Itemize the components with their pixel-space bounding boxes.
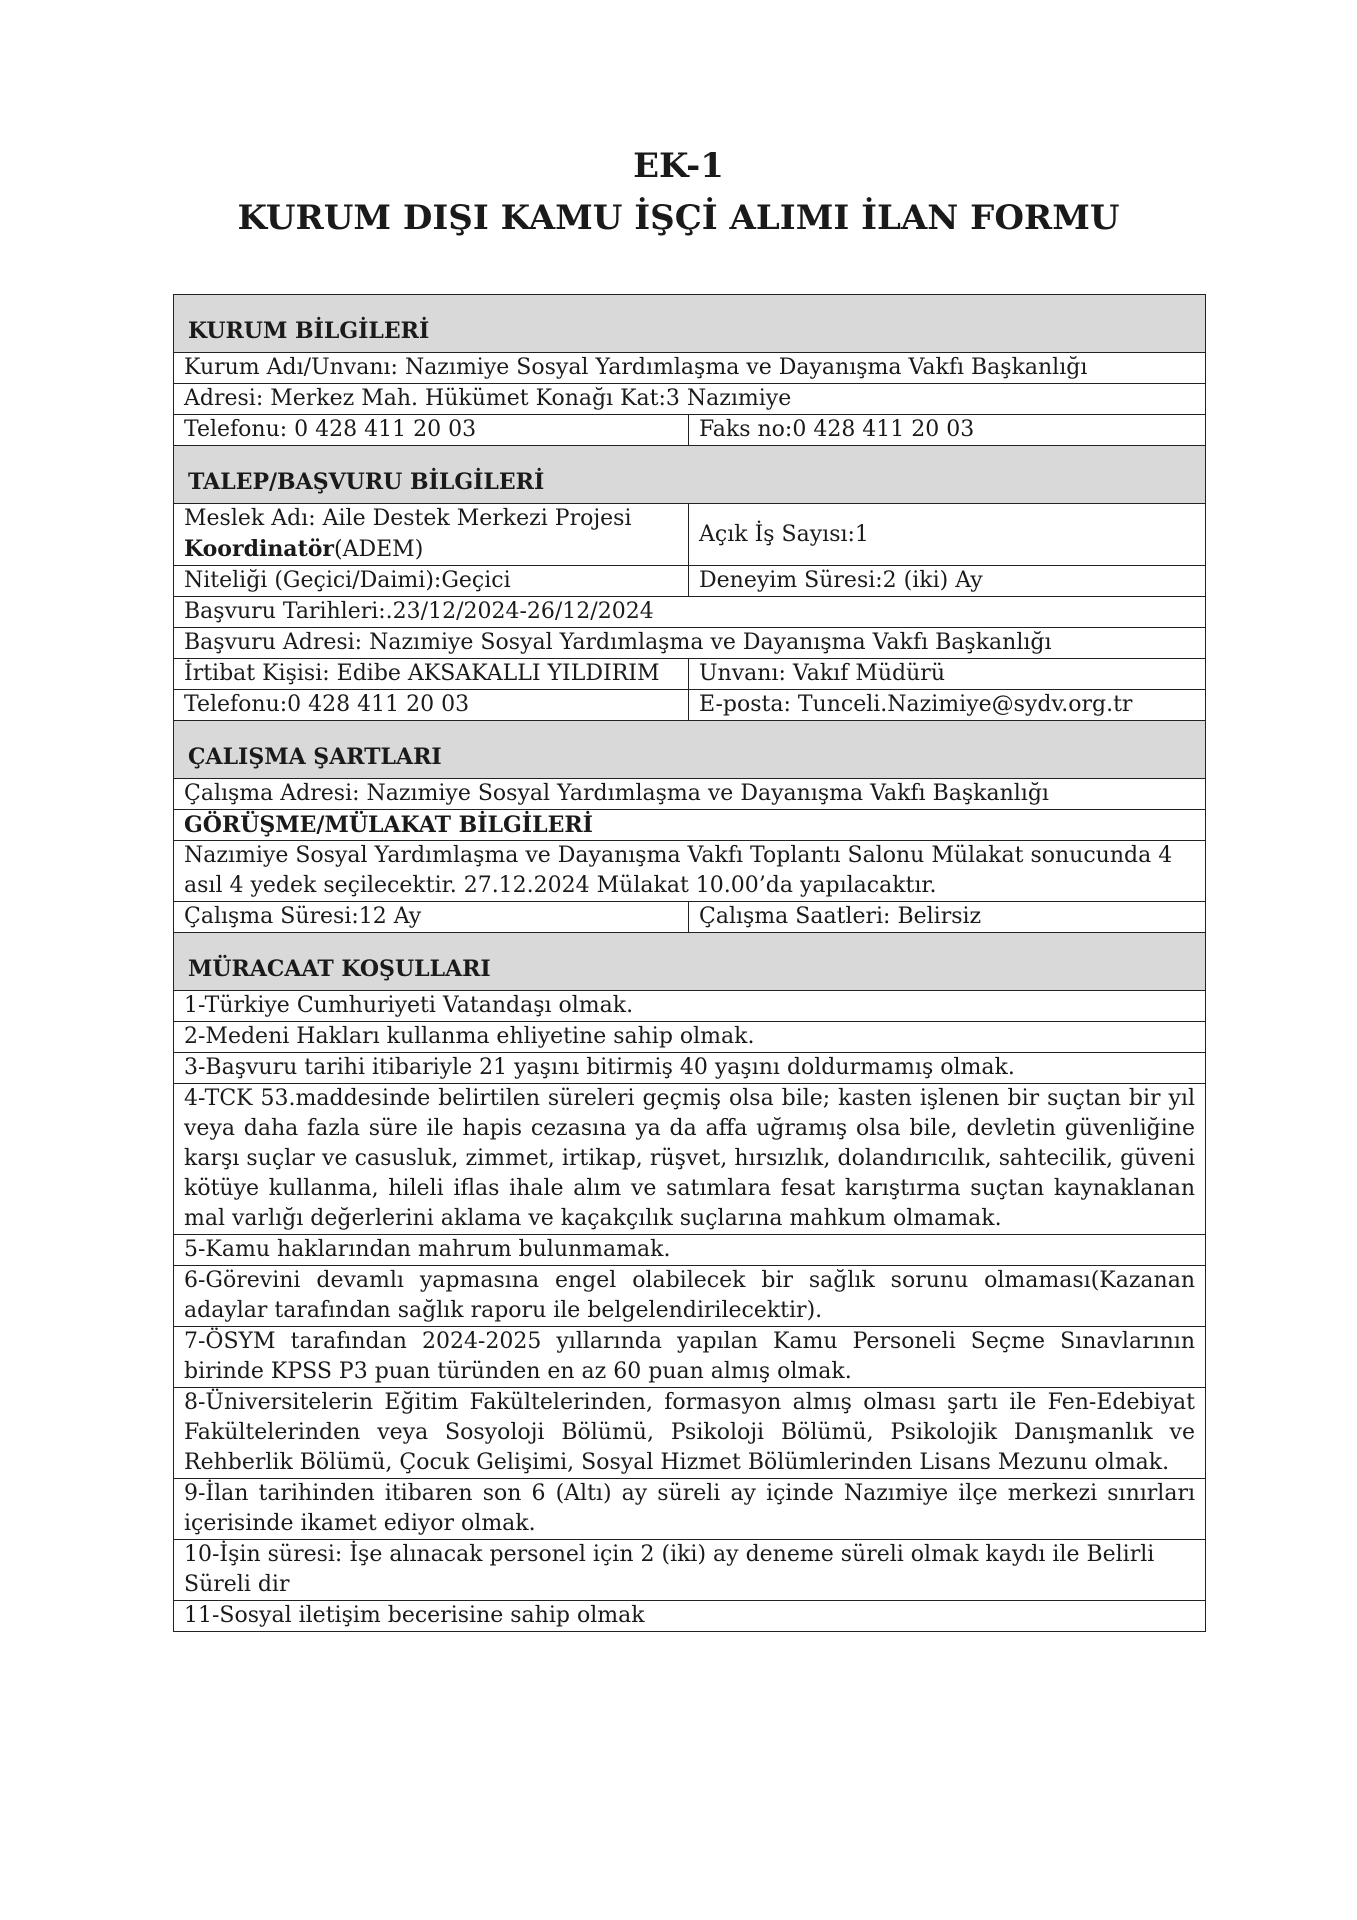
- kurum-faks: Faks no:0 428 411 20 03: [699, 417, 975, 442]
- acik-is-sayisi: [689, 504, 1205, 565]
- section-calisma-title: ÇALIŞMA ŞARTLARI: [174, 721, 1205, 779]
- section-talep-title: TALEP/BAŞVURU BİLGİLERİ: [174, 446, 1205, 504]
- calisma-suresi: Çalışma Süresi:12 Ay: [174, 902, 689, 932]
- muracaat-item: 10-İşin süresi: İşe alınacak personel için 2 (iki) ay deneme süreli olmak kaydı ile Belirli Süreli dir: [184, 1542, 1155, 1597]
- acik-is-sayisi-text: Açık İş Sayısı:1: [699, 521, 869, 547]
- muracaat-item: 9-İlan tarihinden itibaren son 6 (Altı) ay süreli ay içinde Nazımiye ilçe merkezi sınırları içerisinde ikamet ediyor olmak.: [184, 1481, 1195, 1536]
- annex-label: EK-1: [633, 146, 724, 186]
- calisma-saatleri: Çalışma Saatleri: Belirsiz: [699, 904, 982, 929]
- muracaat-item: 5-Kamu haklarından mahrum bulunmamak.: [184, 1237, 671, 1262]
- meslek-adi: [174, 504, 689, 565]
- muracaat-item: 2-Medeni Hakları kullanma ehliyetine sahip olmak.: [184, 1024, 755, 1049]
- deneyim-suresi: Deneyim Süresi:2 (iki) Ay: [699, 568, 983, 593]
- section-muracaat-title: MÜRACAAT KOŞULLARI: [174, 933, 1205, 991]
- muracaat-item: 1-Türkiye Cumhuriyeti Vatandaşı olmak.: [184, 993, 634, 1018]
- section-kurum-title: KURUM BİLGİLERİ: [174, 295, 1205, 353]
- irtibat-eposta: E-posta: Tunceli.Nazimiye@sydv.org.tr: [699, 692, 1133, 717]
- document-title: [0, 140, 1357, 244]
- niteligi: Niteliği (Geçici/Daimi):Geçici: [174, 566, 689, 596]
- muracaat-item: 7-ÖSYM tarafından 2024-2025 yıllarında yapılan Kamu Personeli Seçme Sınavlarının birinde KPSS P3 puan türünden en az 60 puan almış olmak.: [184, 1329, 1195, 1384]
- calisma-adresi: Çalışma Adresi: Nazımiye Sosyal Yardımlaşma ve Dayanışma Vakfı Başkanlığı: [184, 781, 1049, 806]
- muracaat-item: 3-Başvuru tarihi itibariyle 21 yaşını bitirmiş 40 yaşını doldurmamış olmak.: [184, 1055, 1015, 1080]
- gorusme-title: GÖRÜŞME/MÜLAKAT BİLGİLERİ: [174, 810, 1205, 841]
- meslek-adi-suffix: (ADEM): [334, 537, 424, 562]
- meslek-adi-line1: Meslek Adı: Aile Destek Merkezi Projesi: [184, 506, 632, 531]
- basvuru-tarihleri: Başvuru Tarihleri:.23/12/2024-26/12/2024: [184, 599, 654, 624]
- muracaat-item: 6-Görevini devamlı yapmasına engel olabilecek bir sağlık sorunu olmaması(Kazanan adaylar tarafından sağlık raporu ile belgelendirilecektir).: [184, 1268, 1195, 1323]
- irtibat-kisisi: İrtibat Kişisi: Edibe AKSAKALLI YILDIRIM: [174, 659, 689, 689]
- form-title: KURUM DIŞI KAMU İŞÇİ ALIMI İLAN FORMU: [237, 198, 1120, 238]
- irtibat-telefon: Telefonu:0 428 411 20 03: [174, 690, 689, 720]
- announcement-form: [173, 294, 1206, 1632]
- kurum-adi: Kurum Adı/Unvanı: Nazımiye Sosyal Yardımlaşma ve Dayanışma Vakfı Başkanlığı: [184, 355, 1088, 380]
- muracaat-item: 8-Üniversitelerin Eğitim Fakültelerinden, formasyon almış olması şartı ile Fen-Edebiyat Fakültelerinden veya Sosyoloji Bölümü, Psikoloji Bölümü, Psikolojik Danışmanlık ve Rehberlik Bölümü, Çocuk Gelişimi, Sosyal Hizmet Bölümlerinden Lisans Mezunu olmak.: [184, 1390, 1195, 1475]
- irtibat-unvan: Unvanı: Vakıf Müdürü: [699, 661, 945, 686]
- gorusme-text: Nazımiye Sosyal Yardımlaşma ve Dayanışma Vakfı Toplantı Salonu Mülakat sonucunda 4 asıl 4 yedek seçilecektir. 27.12.2024 Mülakat 10.00’da yapılacaktır.: [184, 843, 1173, 898]
- muracaat-item: 11-Sosyal iletişim becerisine sahip olmak: [184, 1603, 645, 1628]
- meslek-adi-bold: Koordinatör: [184, 536, 334, 562]
- meslek-adi-line2: [184, 534, 678, 565]
- muracaat-item: 4-TCK 53.maddesinde belirtilen süreleri geçmiş olsa bile; kasten işlenen bir suçtan bir yıl veya daha fazla süre ile hapis cezasına ya da affa uğramış olsa bile, devletin güvenliğine karşı suçlar ve casusluk, zimmet, irtikap, rüşvet, hırsızlık, dolandırıcılık, sahtecilik, güveni kötüye kullanma, hileli iflas ihale alım ve satımlara fesat karıştırma suçtan kaynaklanan mal varlığı değerlerini aklama ve kaçakçılık suçlarına mahkum olmamak.: [184, 1086, 1195, 1231]
- basvuru-adresi: Başvuru Adresi: Nazımiye Sosyal Yardımlaşma ve Dayanışma Vakfı Başkanlığı: [184, 630, 1052, 655]
- kurum-telefon: Telefonu: 0 428 411 20 03: [174, 415, 689, 445]
- kurum-adres: Adresi: Merkez Mah. Hükümet Konağı Kat:3 Nazımiye: [184, 386, 792, 411]
